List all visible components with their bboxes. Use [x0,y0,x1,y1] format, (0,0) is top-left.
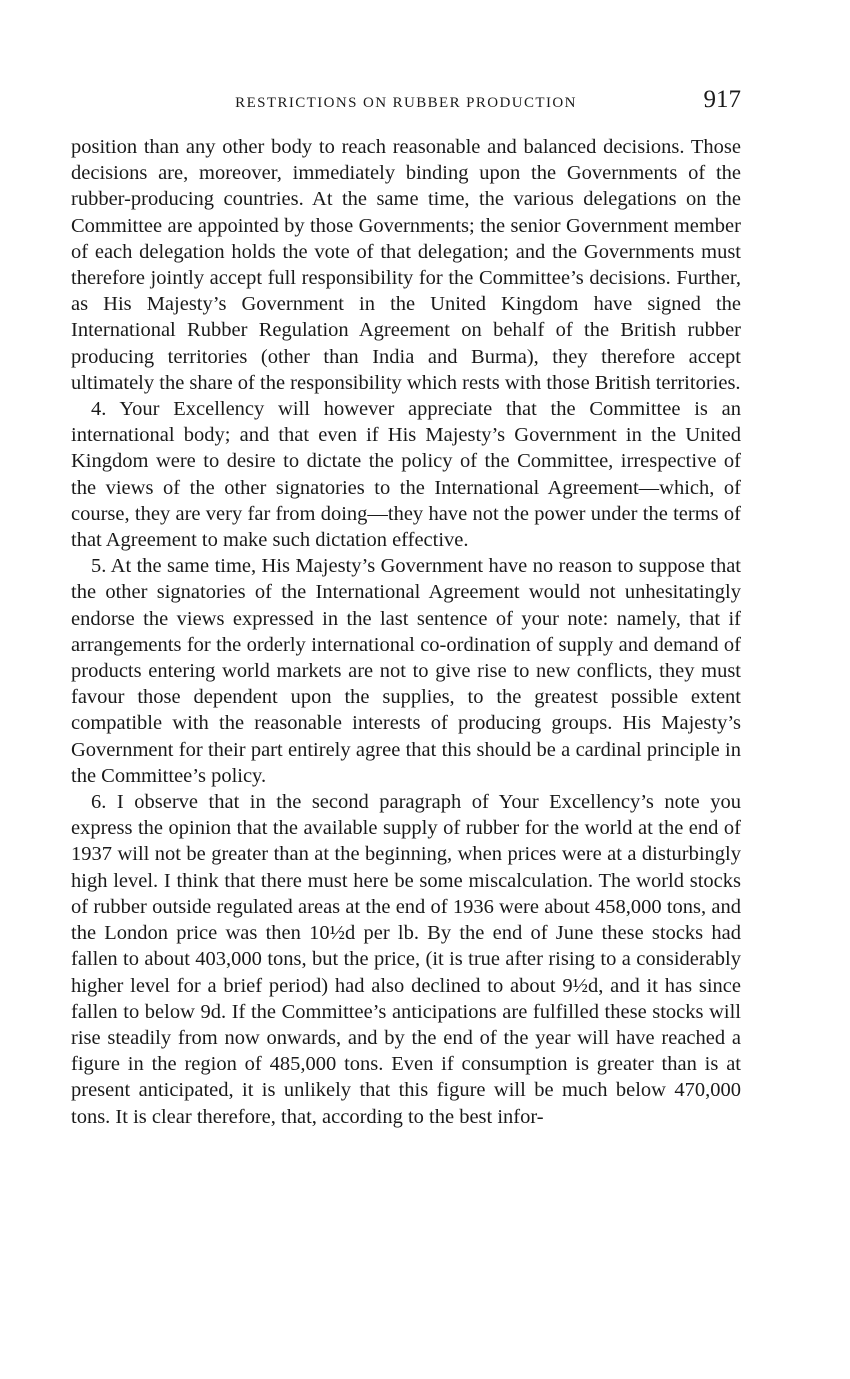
paragraph-4: 4. Your Excellency will however appreciate that the Committee is an international body; and that even if His Majesty’s Government in the United Kingdom were to desire to dictate the policy of the Committee, irrespective of the views of the other signatories to the International Agreement—which, of course, they are very far from doing—they have not the power under the terms of that Agreement to make such dictation effective. [71,398,741,552]
paragraph-continued: position than any other body to reach reasonable and balanced decisions. Those decisions are, moreover, immediately binding upon the Governments of the rubber-producing countries. At the same time, the various delegations on the Committee are appointed by those Governments; the senior Government member of each delegation holds the vote of that delegation; and the Governments must therefore jointly accept full responsibility for the Committee’s decisions. Further, as His Majesty’s Government in the United Kingdom have signed the International Rubber Regulation Agreement on behalf of the British rubber producing territories (other than India and Burma), they therefore accept ultimately the share of the responsibility which rests with those British territories. [71,136,741,394]
page-number: 917 [703,86,741,113]
body-text [71,134,741,1130]
running-head [71,86,741,120]
running-title: RESTRICTIONS ON RUBBER PRODUCTION [235,95,577,111]
paragraph-5: 5. At the same time, His Majesty’s Government have no reason to suppose that the other signatories of the International Agreement would not unhesitatingly endorse the views expressed in the last sentence of your note: namely, that if arrangements for the orderly international co-ordination of supply and demand of products entering world markets are not to give rise to new conflicts, they must favour those dependent upon the supplies, to the greatest possible extent compatible with the reasonable interests of producing groups. His Majesty’s Government for their part entirely agree that this should be a cardinal principle in the Committee’s policy. [71,555,741,787]
paragraph-6: 6. I observe that in the second paragraph of Your Excellency’s note you express the opinion that the available supply of rubber for the world at the end of 1937 will not be greater than at the beginning, when prices were at a disturbingly high level. I think that there must here be some miscalculation. The world stocks of rubber outside regulated areas at the end of 1936 were about 458,000 tons, and the London price was then 10½d per lb. By the end of June these stocks had fallen to about 403,000 tons, but the price, (it is true after rising to a considerably higher level for a brief period) had also declined to about 9½d, and it has since fallen to below 9d. If the Committee’s anticipations are fulfilled these stocks will rise steadily from now onwards, and by the end of the year will have reached a figure in the region of 485,000 tons. Even if consumption is greater than is at present anticipated, it is unlikely that this figure will be much below 470,000 tons. It is clear therefore, that, according to the best infor- [71,791,741,1128]
